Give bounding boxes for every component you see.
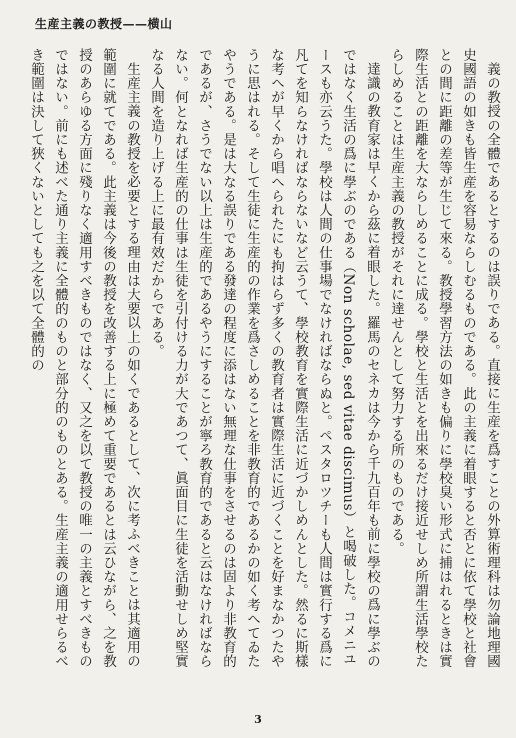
body-text xyxy=(28,48,504,680)
page-number: 3 xyxy=(254,713,262,726)
running-head: 生産主義の教授——横山 xyxy=(35,17,173,31)
paragraph: 達識の教育家は早くから茲に着眼した。羅馬のセネカは今から千九百年も前に學校の爲に學ぶのではなく生活の爲に學ぶのである（Non scholae, sed vitae discimus）と喝破した。コメニユースも亦云うた。學校は人間の仕事場でなければならぬと。ペスタロツチーも人間は實行する爲に凡てを知らなければならないなど云うて、學校教育を實際生活に近づかしめんとした。然るに斯樣な考へが早くから唱へられたにも拘はらず多くの教育者は實際生活に近づくことを好まなかつたやうに思はれる。そして生徒に生産的の作業を爲さしめることを非教育的であるかの如く考へてゐたやうである。是は大なる誤りである發達の程度に添はない無理な仕事をさせるのは固より非教育的であるが、さうでない以上は生産的であるやうにすることが寧ろ教育的であると云はなければならない。何となれば生産的の仕事は生徒を引付ける力が大であつて、眞面目に生徒を活動せしめ堅實なる人間を造り上げる上に最有效だからである。 xyxy=(148,48,380,669)
paragraph: 生産主義の教授を必要とする理由は大要以上の如くであるとして、次に考ふべきことは其適用の範圍に就てである。此主義は今後の教授を改善する上に極めて重要であるとは云ひながら、之を教授のあらゆる方面に殘りなく適用すべきものではなく、又之を以て教授の唯一の主義とすべきものではない。前にも述べた通り主義に全體的のものと部分的のものとある。生産主義の適用せらるべき範圍は決して狹くないとしても之を以て全體的の xyxy=(28,48,140,669)
paragraph: 義の教授の全體であるとするのは誤りである。直接に生産を爲すことの外算術理科は勿論地理國史國語の如きも皆生産を容易ならしむるものである。此の主義に着眼すると否とに依て學校と社會との間に距離の差等が生じて來る。教授學習方法の如きも偏りに學校臭い形式に捕はれるときは實際生活との距離を大ならしめることに成る。學校と生活とを出來るだけ接近せしめ所謂生活學校たらしめることは生産主義の教授がそれに達せんとして努力する所のものである。 xyxy=(388,48,500,669)
